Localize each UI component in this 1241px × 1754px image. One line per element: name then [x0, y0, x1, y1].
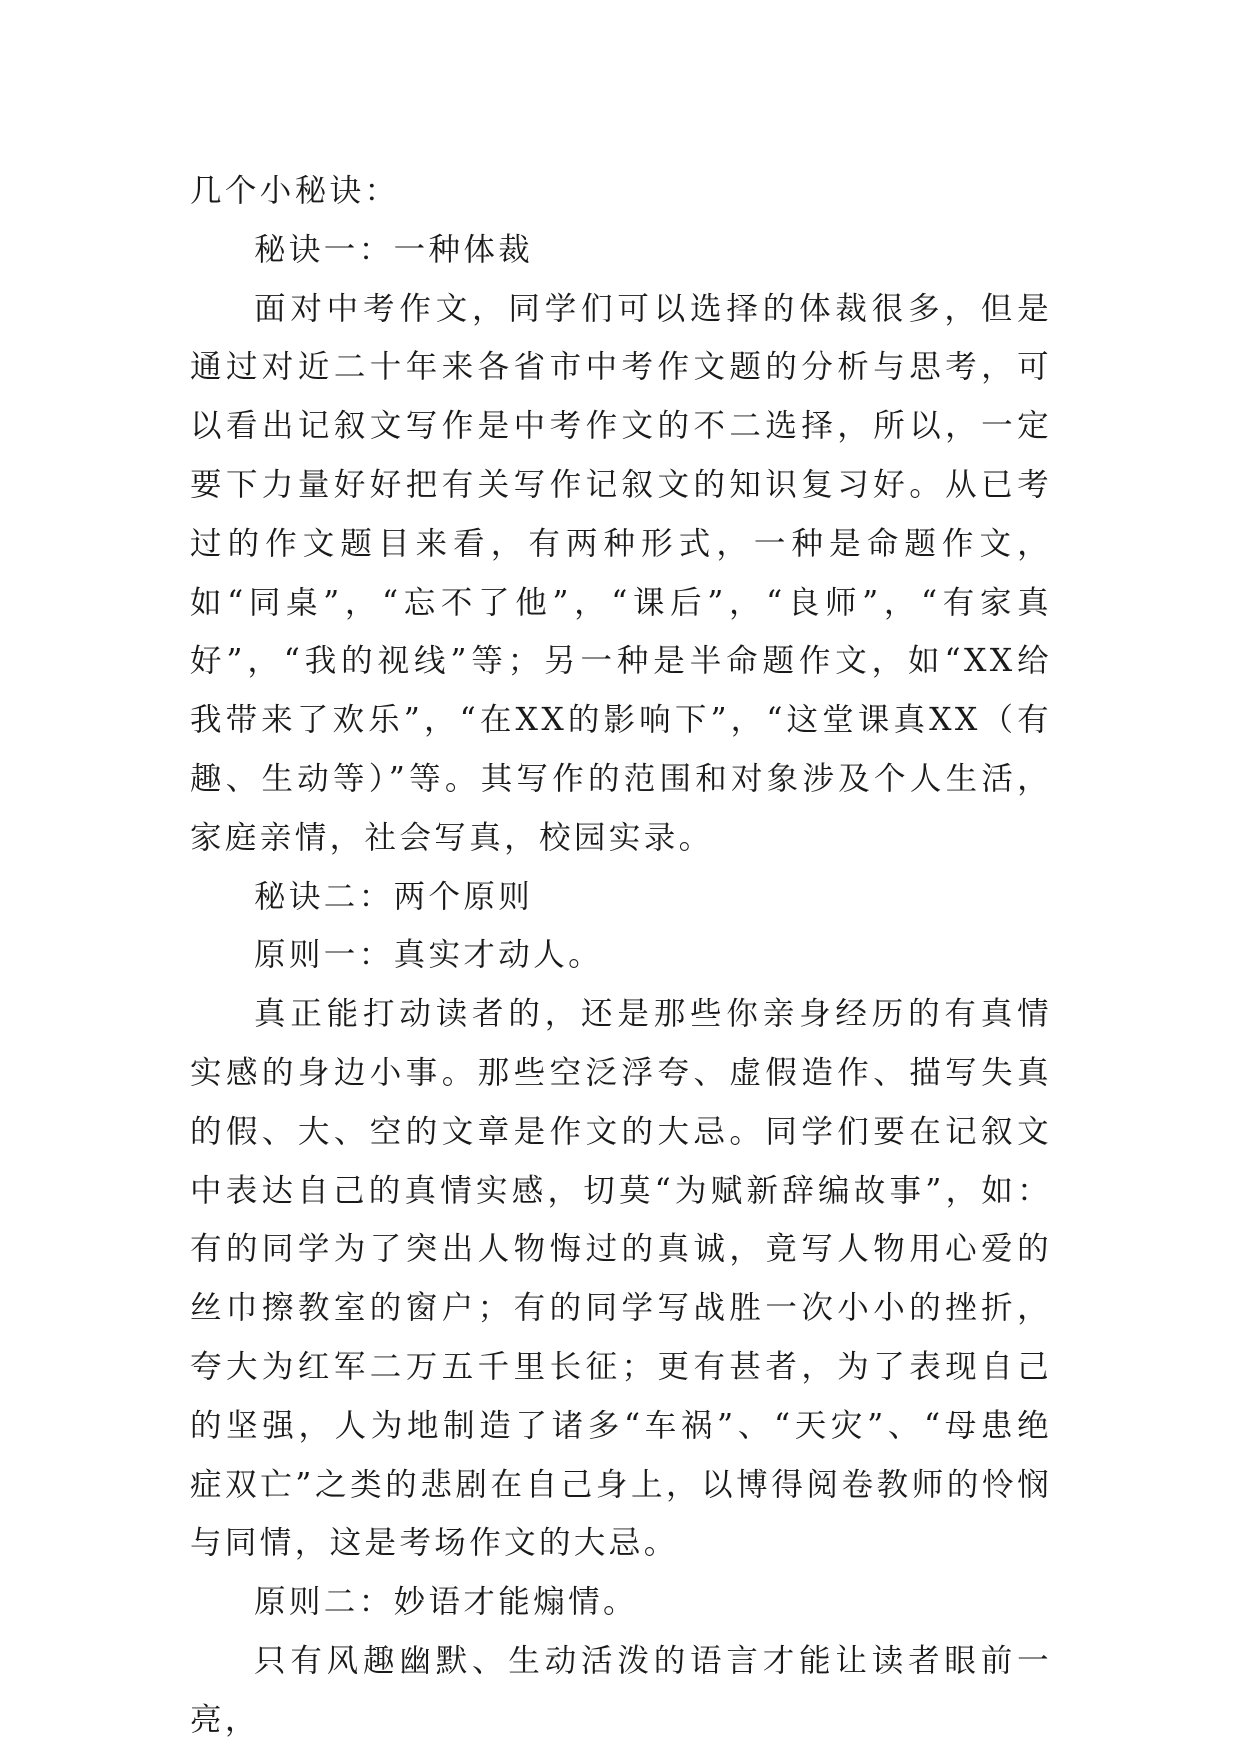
paragraph-authenticity: 真正能打动读者的，还是那些你亲身经历的有真情实感的身边小事。那些空泛浮夸、虚假造作、描写失真的假、大、空的文章是作文的大忌。同学们要在记叙文中表达自己的真情实感，切莫“为赋新辞编故事”，如：有的同学为了突出人物悔过的真诚，竟写人物用心爱的丝巾擦教室的窗户；有的同学写战胜一次小小的挫折，夸大为红军二万五千里长征；更有甚者，为了表现自己的坚强，人为地制造了诸多“车祸”、“天灾”、“母患绝症双亡”之类的悲剧在自己身上，以博得阅卷教师的怜悯与同情，这是考场作文的大忌。 — [190, 996, 1052, 1562]
principle-two-heading: 原则二：妙语才能煽情。 — [254, 1584, 638, 1621]
principle-one-heading: 原则一：真实才动人。 — [254, 937, 604, 974]
section-heading-tip-two: 秘诀二：两个原则 — [254, 878, 534, 915]
document-body — [190, 162, 1052, 1750]
intro-line: 几个小秘诀： — [190, 173, 400, 209]
section-heading-tip-one: 秘诀一：一种体裁 — [254, 231, 534, 268]
paragraph-genre: 面对中考作文，同学们可以选择的体裁很多，但是通过对近二十年来各省市中考作文题的分析与思考，可以看出记叙文写作是中考作文的不二选择，所以，一定要下力量好好把有关写作记叙文的知识复习好。从已考过的作文题目来看，有两种形式，一种是命题作文，如“同桌”，“忘不了他”，“课后”，“良师”，“有家真好”，“我的视线”等；另一种是半命题作文，如“XX给我带来了欢乐”，“在XX的影响下”，“这堂课真XX（有趣、生动等）”等。其写作的范围和对象涉及个人生活，家庭亲情，社会写真，校园实录。 — [190, 290, 1052, 856]
paragraph-language: 只有风趣幽默、生动活泼的语言才能让读者眼前一亮， — [190, 1642, 1052, 1738]
